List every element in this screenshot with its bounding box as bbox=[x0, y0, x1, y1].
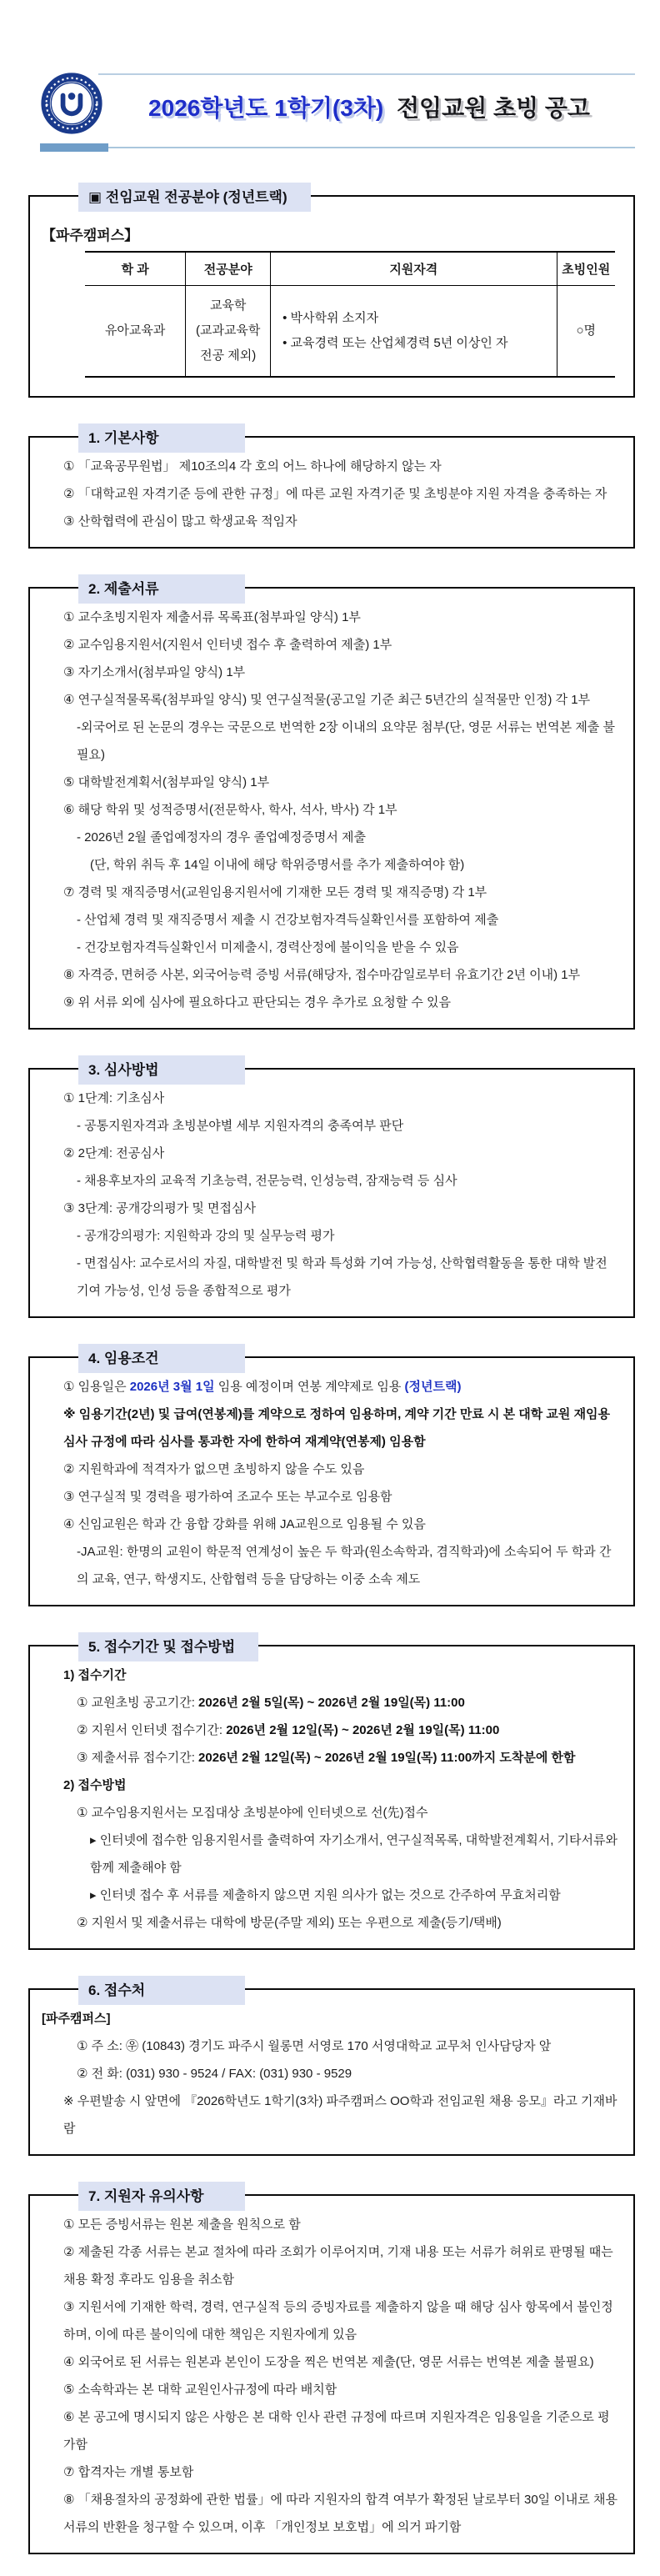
column-header: 초빙인원 bbox=[557, 252, 615, 286]
text-run: - 면접심사: 교수로서의 자질, 대학발전 및 학과 특성화 기여 가능성, 산학협력활동을 통한 대학 발전 기여 가능성, 인성 등을 종합적으로 평가 bbox=[77, 1256, 608, 1298]
content-line bbox=[63, 906, 622, 934]
section-s6 bbox=[28, 1982, 635, 2156]
text-run: ② 지원학과에 적격자가 없으면 초빙하지 않을 수도 있음 bbox=[63, 1462, 365, 1476]
content-line bbox=[63, 2486, 622, 2541]
cell-line: (교과교육학 bbox=[195, 323, 261, 338]
text-run: ③ 산학협력에 관심이 많고 학생교육 적임자 bbox=[63, 514, 298, 529]
text-run: ① 교수초빙지원자 제출서류 목록표(첨부파일 양식) 1부 bbox=[63, 610, 361, 624]
text-run: 2) 접수방법 bbox=[63, 1778, 127, 1792]
content-line bbox=[63, 659, 622, 686]
section-title-s3: 3. 심사방법 bbox=[78, 1055, 245, 1085]
section-title-s4: 4. 임용조건 bbox=[78, 1344, 245, 1373]
text-run: ③ 연구실적 및 경력을 평가하여 조교수 또는 부교수로 임용함 bbox=[63, 1490, 392, 1504]
faculty-spec-table bbox=[85, 251, 615, 378]
content-line bbox=[63, 796, 622, 824]
cell-line: 교육학 bbox=[209, 298, 247, 313]
content-line bbox=[63, 1661, 622, 1689]
content-line bbox=[63, 1456, 622, 1483]
header-underline bbox=[40, 147, 635, 148]
section-spec bbox=[28, 189, 635, 398]
content-line bbox=[63, 1167, 622, 1195]
text-run: ① 주 소: ㉾ (10843) 경기도 파주시 월롱면 서영로 170 서영대학교 교무처 인사담당자 앞 bbox=[77, 2039, 552, 2053]
section-s7 bbox=[28, 2188, 635, 2554]
content-line bbox=[63, 2211, 622, 2238]
text-run: -외국어로 된 논문의 경우는 국문으로 번역한 2장 이내의 요약문 첨부(단, 영문 서류는 번역본 제출 불필요) bbox=[77, 720, 615, 762]
text-run: ③ 지원서에 기재한 학력, 경력, 연구실적 등의 증빙자료를 제출하지 않을 때 해당 심사 항목에서 불인정하며, 이에 따른 불이익에 대한 책임은 지원자에게 있음 bbox=[63, 2300, 613, 2342]
content-line bbox=[63, 961, 622, 989]
content-line bbox=[63, 1140, 622, 1167]
text-run: ▸ 인터넷 접수 후 서류를 제출하지 않으면 지원 의사가 없는 것으로 간주하여 무효처리함 bbox=[90, 1888, 561, 1902]
text-run: ④ 연구실적물목록(첨부파일 양식) 및 연구실적물(공고일 기준 최근 5년간의 실적물만 인정) 각 1부 bbox=[63, 693, 591, 707]
text-run: ④ 외국어로 된 서류는 원본과 본인이 도장을 찍은 번역본 제출(단, 영문 서류는 번역본 제출 불필요) bbox=[63, 2355, 594, 2369]
content-line bbox=[63, 1538, 622, 1593]
header-underline-accent-block bbox=[40, 143, 108, 152]
text-run: - 공개강의평가: 지원학과 강의 및 실무능력 평가 bbox=[77, 1229, 335, 1243]
content-line bbox=[63, 879, 622, 906]
content-line bbox=[63, 2403, 622, 2458]
content-line bbox=[63, 1909, 622, 1937]
text-run: - 공통지원자격과 초빙분야별 세부 지원자격의 충족여부 판단 bbox=[77, 1119, 404, 1133]
text-run: ① 교수임용지원서는 모집대상 초빙분야에 인터넷으로 선(先)접수 bbox=[77, 1806, 428, 1820]
section-title-s5: 5. 접수기간 및 접수방법 bbox=[78, 1632, 258, 1661]
document-header bbox=[0, 73, 660, 148]
text-run: ① 1단계: 기초심사 bbox=[63, 1091, 165, 1105]
spec-table-body bbox=[85, 286, 615, 378]
header-row bbox=[0, 75, 660, 135]
text-run: ③ 3단계: 공개강의평가 및 면접심사 bbox=[63, 1201, 256, 1215]
cell-line: ○명 bbox=[576, 323, 597, 338]
section-title-s7: 7. 지원자 유의사항 bbox=[78, 2182, 245, 2211]
title-main-part: 전임교원 초빙 공고 bbox=[396, 95, 590, 121]
text-run: ④ 신임교원은 학과 간 융합 강화를 위해 JA교원으로 임용될 수 있음 bbox=[63, 1517, 426, 1531]
text-run: ⑤ 소속학과는 본 대학 교원인사규정에 따라 배치함 bbox=[63, 2383, 338, 2397]
text-run: 2026년 3월 1일 bbox=[129, 1380, 215, 1394]
cell-line: • 박사학위 소지자 bbox=[282, 311, 379, 325]
text-run: (정년트랙) bbox=[404, 1380, 462, 1394]
table-cell bbox=[186, 286, 271, 378]
text-run: ② 지원서 인터넷 접수기간: bbox=[77, 1723, 227, 1737]
content-line bbox=[63, 2293, 622, 2348]
content-line bbox=[63, 1716, 622, 1744]
text-run: 1) 접수기간 bbox=[63, 1668, 127, 1682]
text-run: ⑧ 「채용절차의 공정화에 관한 법률」에 따라 지원자의 합격 여부가 확정된 날로부터 30일 이내로 채용서류의 반환을 청구할 수 있으며, 이후 「개인정보 보호법」에 의거 파기함 bbox=[63, 2493, 618, 2534]
section-s4 bbox=[28, 1351, 635, 1606]
text-run: ※ 우편발송 시 앞면에 『2026학년도 1학기(3차) 파주캠퍼스 OO학과 전임교원 채용 응모』라고 기재바람 bbox=[63, 2094, 618, 2136]
table-row bbox=[85, 286, 615, 378]
text-run: ② 2단계: 전공심사 bbox=[63, 1146, 165, 1160]
section-title-s6: 6. 접수처 bbox=[78, 1976, 245, 2005]
cell-line: 유아교육과 bbox=[104, 323, 166, 338]
content-line bbox=[63, 1250, 622, 1305]
content-line bbox=[63, 824, 622, 851]
text-run: ② 지원서 및 제출서류는 대학에 방문(주말 제외) 또는 우편으로 제출(등기/택배) bbox=[77, 1916, 502, 1930]
table-cell bbox=[85, 286, 186, 378]
section-title-s1: 1. 기본사항 bbox=[78, 423, 245, 453]
cell-line: 전공 제외) bbox=[200, 348, 257, 363]
content-line bbox=[42, 2005, 622, 2032]
section-s2 bbox=[28, 581, 635, 1030]
content-line bbox=[63, 1689, 622, 1716]
content-line bbox=[63, 2060, 622, 2087]
content-line bbox=[63, 1511, 622, 1538]
text-run: 임용 예정이며 연봉 계약제로 임용 bbox=[214, 1380, 405, 1394]
column-header: 지원자격 bbox=[271, 252, 557, 286]
text-run: ※ 임용기간(2년) 및 급여(연봉제)를 계약으로 정하여 임용하며, 계약 기간 만료 시 본 대학 교원 재임용심사 규정에 따라 심사를 통과한 자에 한하여 재계약(연봉제) 임용함 bbox=[63, 1407, 611, 1449]
text-run: ② 전 화: (031) 930 - 9524 / FAX: (031) 930 - 9529 bbox=[77, 2067, 352, 2081]
content-line bbox=[63, 1112, 622, 1140]
content-line bbox=[63, 2032, 622, 2060]
text-run: ⑧ 자격증, 면허증 사본, 외국어능력 증빙 서류(해당자, 접수마감일로부터 유효기간 2년 이내) 1부 bbox=[63, 968, 581, 982]
text-run: -JA교원: 한명의 교원이 학문적 연계성이 높은 두 학과(원소속학과, 겸직학과)에 소속되어 두 학과 간의 교육, 연구, 학생지도, 산합협력 등을 담당하는 이중 소속 제도 bbox=[77, 1545, 612, 1586]
text-run: ② 교수임용지원서(지원서 인터넷 접수 후 출력하여 제출) 1부 bbox=[63, 638, 392, 652]
content-line bbox=[63, 1799, 622, 1827]
text-run: - 채용후보자의 교육적 기초능력, 전문능력, 인성능력, 잠재능력 등 심사 bbox=[77, 1174, 458, 1188]
text-run: ⑨ 위 서류 외에 심사에 필요하다고 판단되는 경우 추가로 요청할 수 있음 bbox=[63, 995, 452, 1010]
table-cell bbox=[271, 286, 557, 378]
section-s3 bbox=[28, 1062, 635, 1318]
content-line bbox=[63, 453, 622, 480]
page-title bbox=[103, 90, 635, 123]
text-run: 2026년 2월 5일(목) ~ 2026년 2월 19일(목) 11:00 bbox=[198, 1696, 465, 1710]
title-term-part: 2026학년도 1학기(3차) bbox=[148, 95, 384, 121]
spec-table-head bbox=[85, 252, 615, 286]
content-line bbox=[63, 2238, 622, 2293]
content-line bbox=[63, 989, 622, 1016]
content-line bbox=[63, 714, 622, 769]
spec-table-header-row bbox=[85, 252, 615, 286]
content-line bbox=[63, 934, 622, 961]
text-run: ▸ 인터넷에 접수한 임용지원서를 출력하여 자기소개서, 연구실적목록, 대학발전계획서, 기타서류와 함께 제출해야 함 bbox=[90, 1833, 618, 1875]
text-run: (단, 학위 취득 후 14일 이내에 해당 학위증명서를 추가 제출하여야 함) bbox=[90, 858, 465, 872]
sections-container bbox=[0, 189, 660, 2554]
content-line bbox=[63, 1195, 622, 1222]
text-run: - 2026년 2월 졸업예정자의 경우 졸업예정증명서 제출 bbox=[77, 830, 367, 844]
text-run: ① 임용일은 bbox=[63, 1380, 130, 1394]
content-line bbox=[63, 1085, 622, 1112]
section-title-spec: ▣ 전임교원 전공분야 (정년트랙) bbox=[78, 183, 311, 212]
text-run: ① 교원초빙 공고기간: bbox=[77, 1696, 199, 1710]
campus-heading: 【파주캠퍼스】 bbox=[42, 228, 139, 243]
text-run: ① 모든 증빙서류는 원본 제출을 원칙으로 함 bbox=[63, 2218, 301, 2232]
content-line bbox=[63, 769, 622, 796]
text-run: ③ 제출서류 접수기간: bbox=[77, 1751, 199, 1765]
content-line bbox=[63, 2087, 622, 2142]
content-line bbox=[63, 1827, 622, 1882]
text-run: - 산업체 경력 및 재직증명서 제출 시 건강보험자격득실확인서를 포함하여 제출 bbox=[77, 913, 499, 927]
content-line bbox=[63, 851, 622, 879]
content-line bbox=[63, 1483, 622, 1511]
text-run: [파주캠퍼스] bbox=[42, 2012, 111, 2026]
content-line bbox=[63, 1772, 622, 1799]
content-line bbox=[63, 480, 622, 508]
text-run: 2026년 2월 12일(목) ~ 2026년 2월 19일(목) 11:00까지 도착분에 한함 bbox=[198, 1751, 576, 1765]
university-seal-icon bbox=[40, 72, 103, 135]
cell-line: • 교육경력 또는 산업체경력 5년 이상인 자 bbox=[282, 336, 508, 350]
text-run: ⑥ 해당 학위 및 성적증명서(전문학사, 학사, 석사, 박사) 각 1부 bbox=[63, 803, 398, 817]
text-run: ② 「대학교원 자격기준 등에 관한 규정」에 따른 교원 자격기준 및 초빙분야 지원 자격을 충족하는 자 bbox=[63, 487, 608, 501]
section-s1 bbox=[28, 430, 635, 549]
content-line bbox=[63, 1222, 622, 1250]
content-line bbox=[63, 631, 622, 659]
content-line bbox=[63, 1744, 622, 1772]
content-line bbox=[63, 2348, 622, 2376]
university-logo bbox=[40, 72, 103, 135]
content-line bbox=[63, 1373, 622, 1401]
text-run: 2026년 2월 12일(목) ~ 2026년 2월 19일(목) 11:00 bbox=[226, 1723, 500, 1737]
content-line bbox=[63, 686, 622, 714]
text-run: ① 「교육공무원법」 제10조의4 각 호의 어느 하나에 해당하지 않는 자 bbox=[63, 459, 442, 474]
section-title-s2: 2. 제출서류 bbox=[78, 574, 245, 604]
column-header: 학 과 bbox=[85, 252, 186, 286]
text-run: ⑥ 본 공고에 명시되지 않은 사항은 본 대학 인사 관련 규정에 따르며 지원자격은 임용일을 기준으로 평가함 bbox=[63, 2410, 610, 2452]
text-run: ⑤ 대학발전계획서(첨부파일 양식) 1부 bbox=[63, 775, 270, 789]
content-line bbox=[63, 508, 622, 535]
content-line bbox=[63, 604, 622, 631]
content-line bbox=[63, 2376, 622, 2403]
content-line bbox=[63, 2458, 622, 2486]
content-line bbox=[63, 1401, 622, 1456]
section-s5 bbox=[28, 1639, 635, 1950]
text-run: ⑦ 합격자는 개별 통보함 bbox=[63, 2465, 194, 2479]
content-line bbox=[63, 1882, 622, 1909]
text-run: - 건강보험자격득실확인서 미제출시, 경력산정에 불이익을 받을 수 있음 bbox=[77, 940, 459, 955]
text-run: ② 제출된 각종 서류는 본교 절차에 따라 조회가 이루어지며, 기재 내용 또는 서류가 허위로 판명될 때는 채용 확정 후라도 임용을 취소함 bbox=[63, 2245, 613, 2287]
column-header: 전공분야 bbox=[186, 252, 271, 286]
text-run: ⑦ 경력 및 재직증명서(교원임용지원서에 기재한 모든 경력 및 재직증명) 각 1부 bbox=[63, 885, 488, 900]
text-run: ③ 자기소개서(첨부파일 양식) 1부 bbox=[63, 665, 246, 679]
table-cell bbox=[557, 286, 615, 378]
